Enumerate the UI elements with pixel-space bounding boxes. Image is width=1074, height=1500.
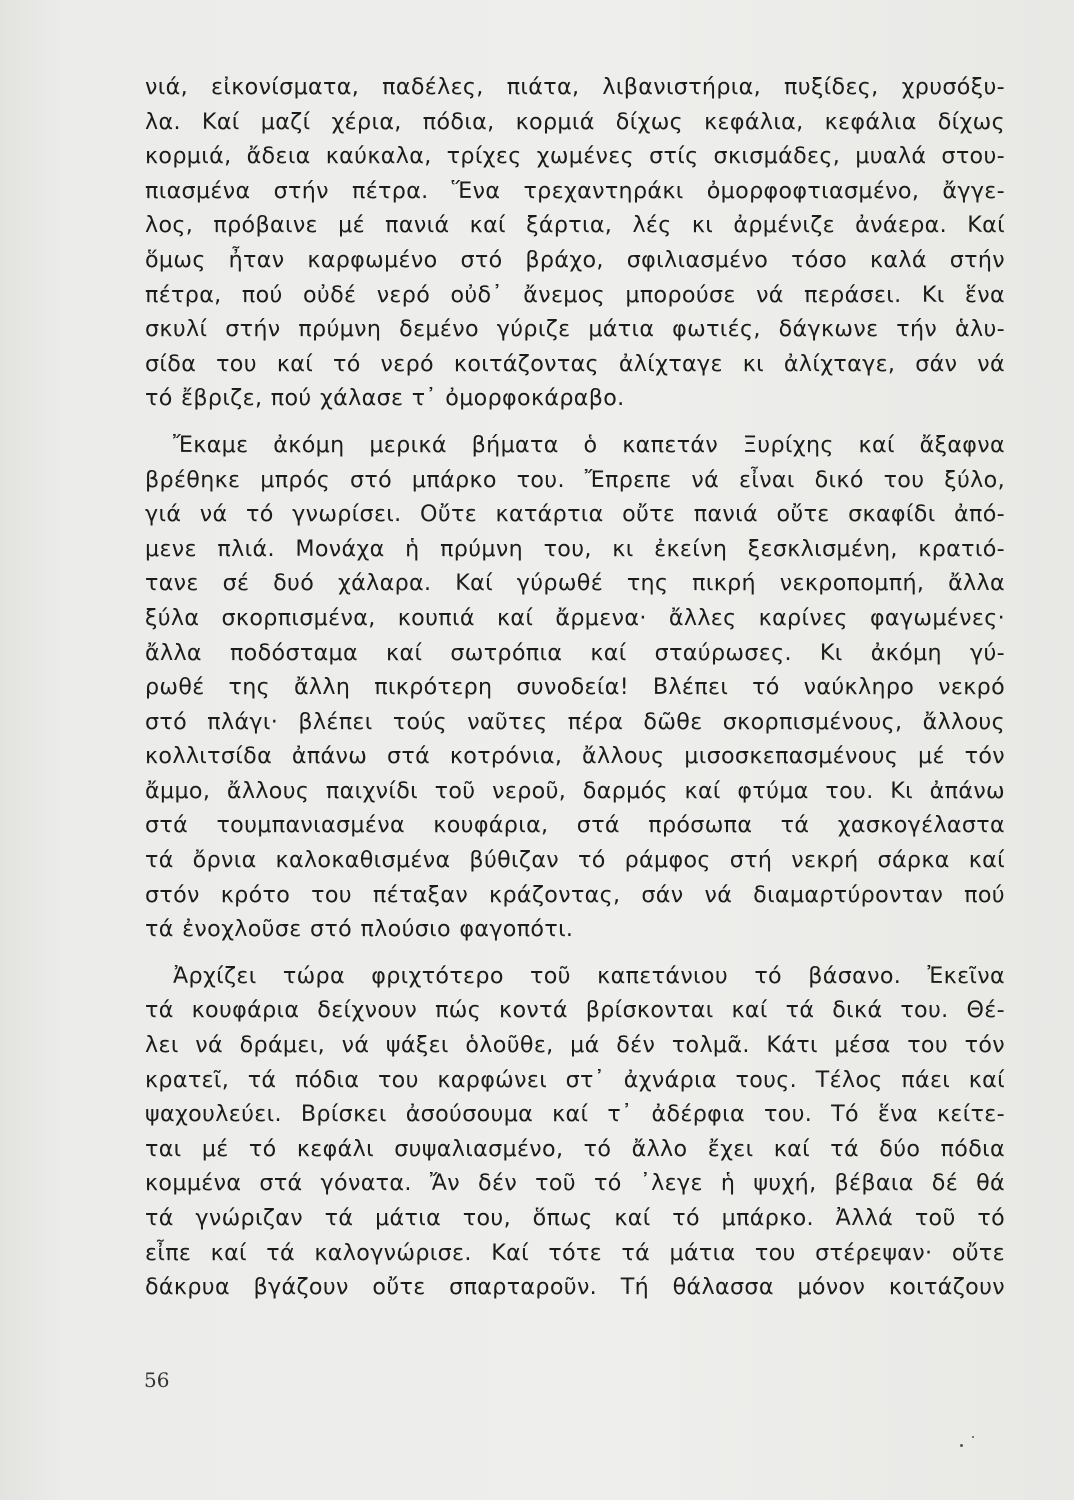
text-line: βρέθηκε μπρός στό μπάρκο του. Ἔπρεπε νά εἶναι δικό του ξύλο, [145, 466, 1005, 493]
text-line: τό ἔβριζε, πού χάλασε τ᾿ ὀμορφοκάραβο. [145, 385, 625, 412]
text-line: ξύλα σκορπισμένα, κουπιά καί ἄρμενα· ἄλλες καρίνες φαγωμένες· [145, 604, 1005, 631]
page-number: 56 [144, 1368, 170, 1392]
text-line: πέτρα, πού οὐδέ νερό οὐδ᾿ ἄνεμος μπορούσε νά περάσει. Κι ἕνα [145, 281, 1005, 308]
text-line: λα. Καί μαζί χέρια, πόδια, κορμιά δίχως κεφάλια, κεφάλια δίχως [145, 108, 1005, 135]
text-line: πιασμένα στήν πέτρα. Ἕνα τρεχαντηράκι ὀμορφοφτιασμένο, ἄγγε- [145, 177, 1005, 204]
ink-speck [972, 1436, 974, 1438]
text-line: ψαχουλεύει. Βρίσκει ἀσούσουμα καί τ᾿ ἀδέρφια του. Τό ἕνα κείτε- [145, 1101, 1005, 1128]
text-line: στό πλάγι· βλέπει τούς ναῦτες πέρα δῶθε σκορπισμένους, ἄλλους [145, 708, 1005, 735]
text-line: στά τουμπανιασμένα κουφάρια, στά πρόσωπα τά χασκογέλαστα [145, 812, 1005, 839]
text-line: ρωθέ της ἄλλη πικρότερη συνοδεία! Βλέπει τό ναύκληρο νεκρό [145, 674, 1005, 701]
text-line: νιά, εἰκονίσματα, παδέλες, πιάτα, λιβανιστήρια, πυξίδες, χρυσόξυ- [145, 74, 1005, 100]
text-line: λει νά δράμει, νά ψάξει ὁλοῦθε, μά δέν τολμᾶ. Κάτι μέσα του τόν [145, 1032, 1005, 1059]
paragraph-2 [145, 428, 1005, 947]
text-line: σίδα του καί τό νερό κοιτάζοντας ἀλίχταγε κι ἀλίχταγε, σάν νά [145, 350, 1005, 377]
text-line: κορμιά, ἄδεια καύκαλα, τρίχες χωμένες στίς σκισμάδες, μυαλά στου- [145, 143, 1005, 170]
text-line: λος, πρόβαινε μέ πανιά καί ξάρτια, λές κι ἀρμένιζε ἀνάερα. Καί [145, 212, 1005, 239]
paragraph-3 [145, 959, 1005, 1305]
body-text [145, 70, 1005, 1305]
text-line: ἄμμο, ἄλλους παιχνίδι τοῦ νεροῦ, δαρμός καί φτύμα του. Κι ἀπάνω [145, 777, 1005, 804]
text-line: γιά νά τό γνωρίσει. Οὔτε κατάρτια οὔτε πανιά οὔτε σκαφίδι ἀπό- [145, 501, 1005, 528]
text-line: τά κουφάρια δείχνουν πώς κοντά βρίσκονται καί τά δικά του. Θέ- [145, 997, 1005, 1024]
text-line: τά ὄρνια καλοκαθισμένα βύθιζαν τό ράμφος στή νεκρή σάρκα καί [145, 847, 1005, 874]
paragraph-1 [145, 70, 1005, 416]
text-line: τά γνώριζαν τά μάτια του, ὅπως καί τό μπάρκο. Ἀλλά τοῦ τό [145, 1205, 1005, 1231]
text-line: ἄλλα ποδόσταμα καί σωτρόπια καί σταύρωσες. Κι ἀκόμη γύ- [145, 639, 1005, 666]
ink-speck [960, 1444, 963, 1447]
text-line: κομμένα στά γόνατα. Ἄν δέν τοῦ τό ᾿λεγε ἡ ψυχή, βέβαια δέ θά [145, 1170, 1005, 1197]
text-line: μενε πλιά. Μονάχα ἡ πρύμνη του, κι ἐκείνη ξεσκλισμένη, κρατιό- [145, 535, 1005, 562]
text-line: εἶπε καί τά καλογνώρισε. Καί τότε τά μάτια του στέρεψαν· οὔτε [145, 1239, 1005, 1266]
text-line: Ἀρχίζει τώρα φριχτότερο τοῦ καπετάνιου τό βάσανο. Ἐκεῖνα [173, 962, 1005, 989]
text-line: Ἔκαμε ἀκόμη μερικά βήματα ὁ καπετάν Ξυρίχης καί ἄξαφνα [173, 431, 1005, 458]
text-line: ται μέ τό κεφάλι συψαλιασμένο, τό ἄλλο ἔχει καί τά δύο πόδια [145, 1135, 1005, 1162]
text-line: ὅμως ἦταν καρφωμένο στό βράχο, σφιλιασμένο τόσο καλά στήν [145, 246, 1005, 273]
text-line: σκυλί στήν πρύμνη δεμένο γύριζε μάτια φωτιές, δάγκωνε τήν ἁλυ- [145, 316, 1005, 343]
text-line: τανε σέ δυό χάλαρα. Καί γύρωθέ της πικρή νεκροπομπή, ἄλλα [145, 570, 1005, 597]
text-line: στόν κρότο του πέταξαν κράζοντας, σάν νά διαμαρτύρονταν πού [145, 881, 1005, 908]
text-line: κρατεῖ, τά πόδια του καρφώνει στ᾿ ἀχνάρια τους. Τέλος πάει καί [145, 1066, 1005, 1093]
text-line: κολλιτσίδα ἀπάνω στά κοτρόνια, ἄλλους μισοσκεπασμένους μέ τόν [145, 743, 1005, 770]
text-line: δάκρυα βγάζουν οὔτε σπαρταροῦν. Τή θάλασσα μόνον κοιτάζουν [145, 1274, 1005, 1301]
text-line: τά ἐνοχλοῦσε στό πλούσιο φαγοπότι. [145, 916, 574, 943]
